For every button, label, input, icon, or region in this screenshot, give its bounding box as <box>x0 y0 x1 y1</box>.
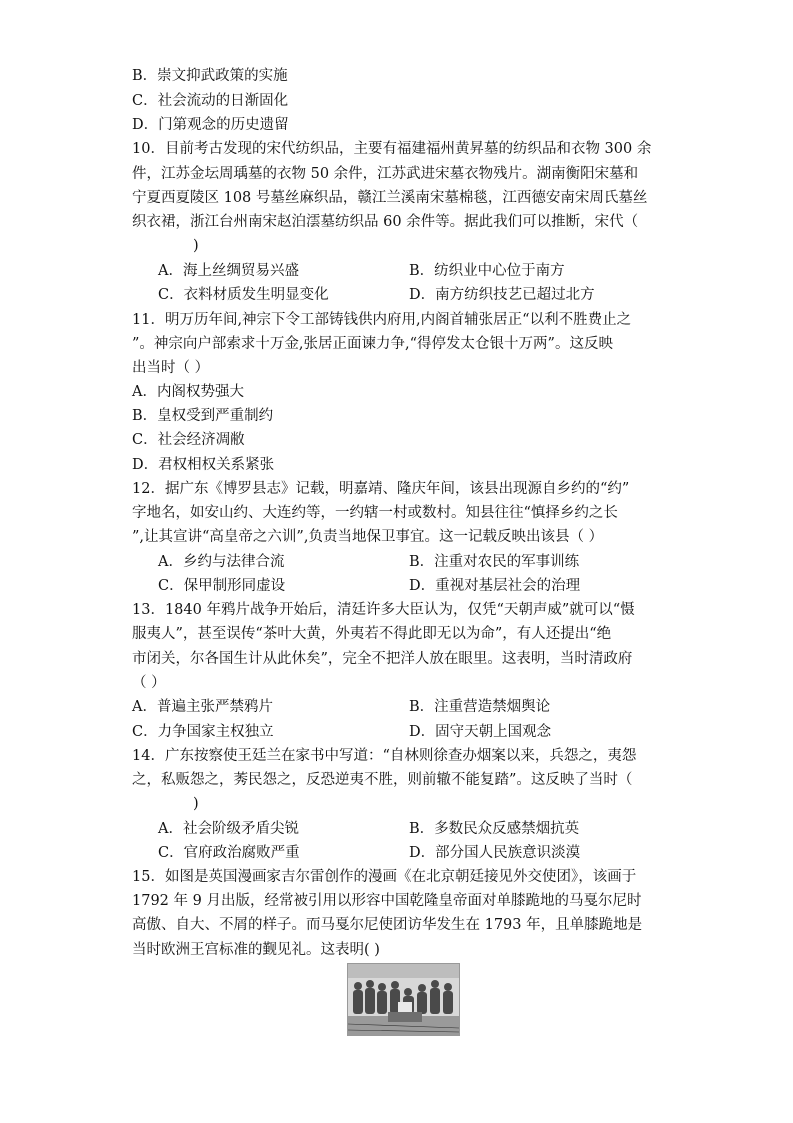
q14-stem-line-3: ) <box>193 796 199 812</box>
q11-stem-line-3: 出当时（ ） <box>132 360 210 376</box>
q12-option-b: B．注重对农民的军事训练 <box>409 554 580 570</box>
q13-stem-line-4: （ ） <box>132 675 166 691</box>
q14-stem-line-2: 之，私贩怨之，莠民怨之，反恐逆夷不胜，则前辙不能复踏”。这反映了当时（ <box>132 772 633 788</box>
q13-stem-line-3: 市闭关，尔各国生计从此休矣”，完全不把洋人放在眼里。这表明，当时清政府 <box>132 651 633 667</box>
q10-stem-line-5: ) <box>193 238 199 254</box>
caricature-drawing <box>348 964 459 1035</box>
q15-stem-line-3: 高傲、自大、不屑的样子。而马戛尔尼使团访华发生在 1793 年，且单膝跪地是 <box>132 917 643 933</box>
q13-option-c: C．力争国家主权独立 <box>132 724 274 740</box>
q10-option-c: C．衣料材质发生明显变化 <box>158 287 329 303</box>
q14-option-c: C．官府政治腐败严重 <box>158 845 300 861</box>
q10-stem-line-4: 织衣裙，浙江台州南宋赵泊澐墓纺织品 60 余件等。据此我们可以推断，宋代（ <box>132 214 639 230</box>
q15-stem-line-1: 15．如图是英国漫画家吉尔雷创作的漫画《在北京朝廷接见外交使团》，该画于 <box>132 869 637 885</box>
q10-stem-line-3: 宁夏西夏陵区 108 号墓丝麻织品，赣江兰溪南宋墓棉毯，江西德安南宋周氏墓丝 <box>132 190 648 206</box>
q12-stem-line-3: ”,让其宣讲“高皇帝之六训”,负责当地保卫事宜。这一记载反映出该县（ ） <box>132 529 604 545</box>
q11-stem-line-1: 11．明万历年间,神宗下令工部铸钱供内府用,内阁首辅张居正“以利不胜费止之 <box>132 312 632 328</box>
q15-stem-line-4: 当时欧洲王宫标准的觐见礼。这表明( ) <box>132 942 380 958</box>
q14-option-a: A．社会阶级矛盾尖锐 <box>158 821 299 837</box>
q11-option-c: C．社会经济凋敝 <box>132 432 245 448</box>
q13-stem-line-2: 服夷人”，甚至误传“茶叶大黄，外夷若不得此即无以为命”，有人还提出“绝 <box>132 626 612 642</box>
prev-option-c: C．社会流动的日渐固化 <box>132 93 289 109</box>
q11-option-b: B．皇权受到严重制约 <box>132 408 274 424</box>
q10-stem-line-1: 10．目前考古发现的宋代纺织品，主要有福建福州黄昇墓的纺织品和衣物 300 余 <box>132 141 652 157</box>
q12-option-a: A．乡约与法律合流 <box>158 554 285 570</box>
q12-option-c: C．保甲制形同虚设 <box>158 578 286 594</box>
q10-stem-line-2: 件，江苏金坛周瑀墓的衣物 50 余件，江苏武进宋墓衣物残片。湖南衡阳宋墓和 <box>132 166 639 182</box>
q10-option-a: A．海上丝绸贸易兴盛 <box>158 263 299 279</box>
q10-option-b: B．纺织业中心位于南方 <box>409 263 565 279</box>
q11-option-a: A．内阁权势强大 <box>132 384 244 400</box>
q15-stem-line-2: 1792 年 9 月出版，经常被引用以形容中国乾隆皇帝面对单膝跪地的马戛尔尼时 <box>132 893 642 909</box>
q13-stem-line-1: 13．1840 年鸦片战争开始后，清廷许多大臣认为，仅凭“天朝声威”就可以“慑 <box>132 602 635 618</box>
q11-stem-line-2: ”。神宗向户部索求十万金,张居正面谏力争,“得停发太仓银十万两”。这反映 <box>132 336 613 352</box>
q10-option-d: D．南方纺织技艺已超过北方 <box>409 287 595 303</box>
q13-option-d: D．固守天朝上国观念 <box>409 724 552 740</box>
q11-option-d: D．君权相权关系紧张 <box>132 457 275 473</box>
q14-option-d: D．部分国人民族意识淡漠 <box>409 845 581 861</box>
q13-option-b: B．注重营造禁烟舆论 <box>409 699 551 715</box>
q12-stem-line-1: 12．据广东《博罗县志》记载，明嘉靖、隆庆年间，该县出现源自乡约的“约” <box>132 481 630 497</box>
prev-option-b: B．崇文抑武政策的实施 <box>132 68 288 84</box>
q12-stem-line-2: 字地名，如安山约、大连约等，一约辖一村或数村。知县往往“慎择乡约之长 <box>132 505 618 521</box>
prev-option-d: D．门第观念的历史遗留 <box>132 117 289 133</box>
q14-stem-line-1: 14．广东按察使王廷兰在家书中写道：“自林则徐查办烟案以来，兵怨之，夷怨 <box>132 748 637 764</box>
q12-option-d: D．重视对基层社会的治理 <box>409 578 581 594</box>
caricature-image <box>347 963 460 1036</box>
q13-option-a: A．普遍主张严禁鸦片 <box>132 699 273 715</box>
q14-option-b: B．多数民众反感禁烟抗英 <box>409 821 580 837</box>
